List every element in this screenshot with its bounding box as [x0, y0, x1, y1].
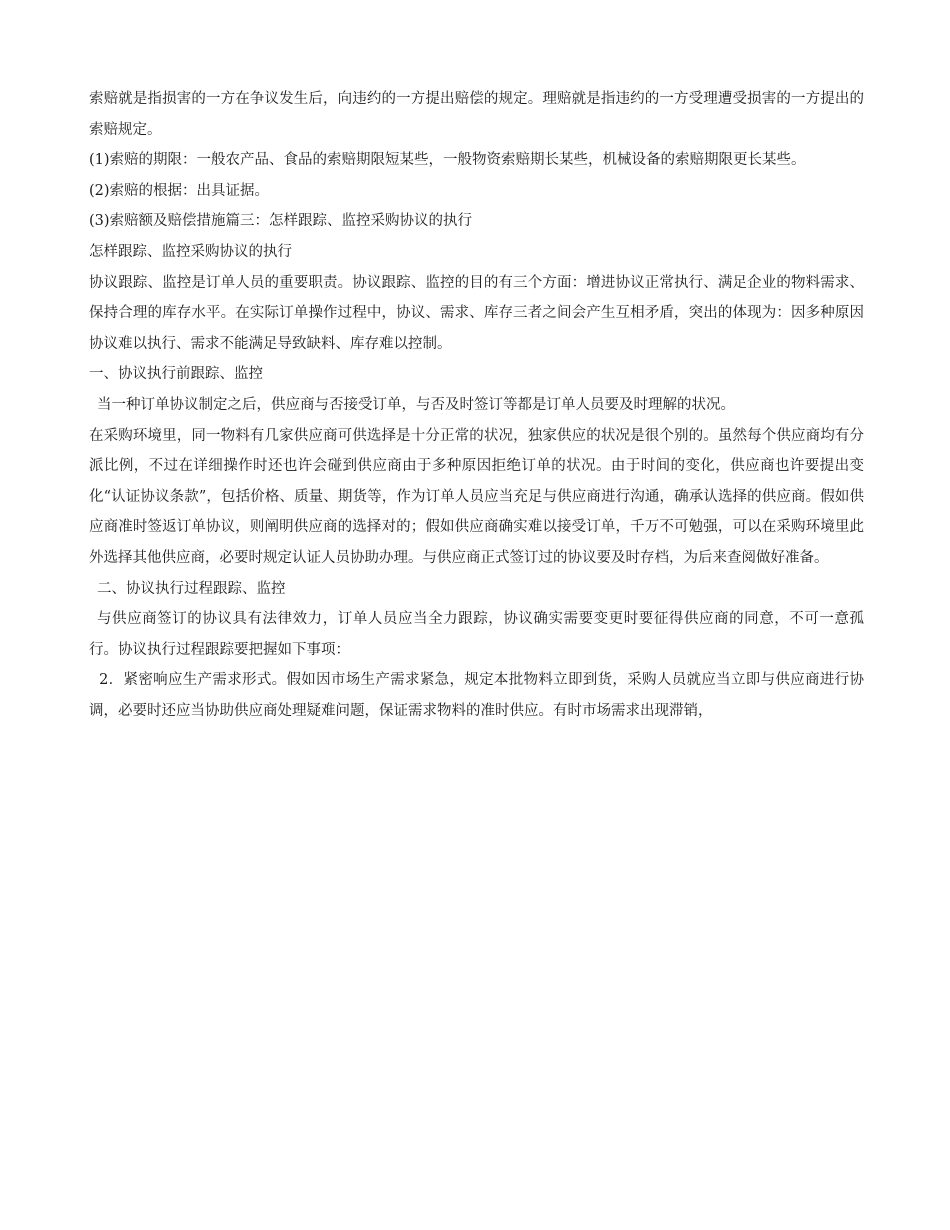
paragraph-claim-period: (1)索赔的期限：一般农产品、食品的索赔期限短某些，一般物资索赔期长某些，机械设备的索赔期限更长某些。: [89, 152, 806, 169]
paragraph-claim-amount: (3)索赔额及赔偿措施篇三：怎样跟踪、监控采购协议的执行: [89, 213, 473, 230]
heading-during-execution: 二、协议执行过程跟踪、监控: [96, 580, 286, 597]
section-title: 怎样跟踪、监控采购协议的执行: [89, 243, 292, 260]
paragraph-tracking-intro: 协议跟踪、监控是订单人员的重要职责。协议跟踪、监控的目的有三个方面：增进协议正常执行、满足企业的物料需求、保持合理的库存水平。在实际订单操作过程中，协议、需求、库存三者之间会产生互相矛盾，突出的体现为：因多种原因协议难以执行、需求不能满足导致缺料、库存难以控制。: [89, 274, 864, 352]
paragraph-supplier-selection: 在采购环境里，同一物料有几家供应商可供选择是十分正常的状况，独家供应的状况是很个别的。虽然每个供应商均有分派比例，不过在详细操作时还也许会碰到供应商由于多种原因拒绝订单的状况。由于时间的变化，供应商也许要提出变化“认证协议条款”，包括价格、质量、期货等，作为订单人员应当充足与供应商进行沟通，确承认选择的供应商。假如供应商准时签返订单协议，则阐明供应商的选择对的；假如供应商确实难以接受订单，千万不可勉强，可以在采购环境里此外选择其他供应商，必要时规定认证人员协助办理。与供应商正式签订过的协议要及时存档，为后来查阅做好准备。: [89, 427, 864, 566]
paragraph-claims-definition: 索赔就是指损害的一方在争议发生后，向违约的一方提出赔偿的规定。理赔就是指违约的一方受理遭受损害的一方提出的索赔规定。: [89, 91, 864, 138]
paragraph-legal-effect: 与供应商签订的协议具有法律效力，订单人员应当全力跟踪，协议确实需要变更时要征得供应商的同意，不可一意孤行。协议执行过程跟踪要把握如下事项：: [89, 611, 864, 658]
paragraph-order-acceptance: 当一种订单协议制定之后，供应商与否接受订单，与否及时签订等都是订单人员要及时理解的状况。: [96, 396, 735, 413]
paragraph-production-demand: 2．紧密响应生产需求形式。假如因市场生产需求紧急，规定本批物料立即到货，采购人员就应当立即与供应商进行协调，必要时还应当协助供应商处理疑难问题，保证需求物料的准时供应。有时市场需求出现滞销，: [89, 672, 864, 719]
document-body: [89, 84, 864, 726]
heading-pre-execution: 一、协议执行前跟踪、监控: [89, 366, 263, 383]
paragraph-claim-basis: (2)索赔的根据：出具证据。: [89, 182, 270, 199]
